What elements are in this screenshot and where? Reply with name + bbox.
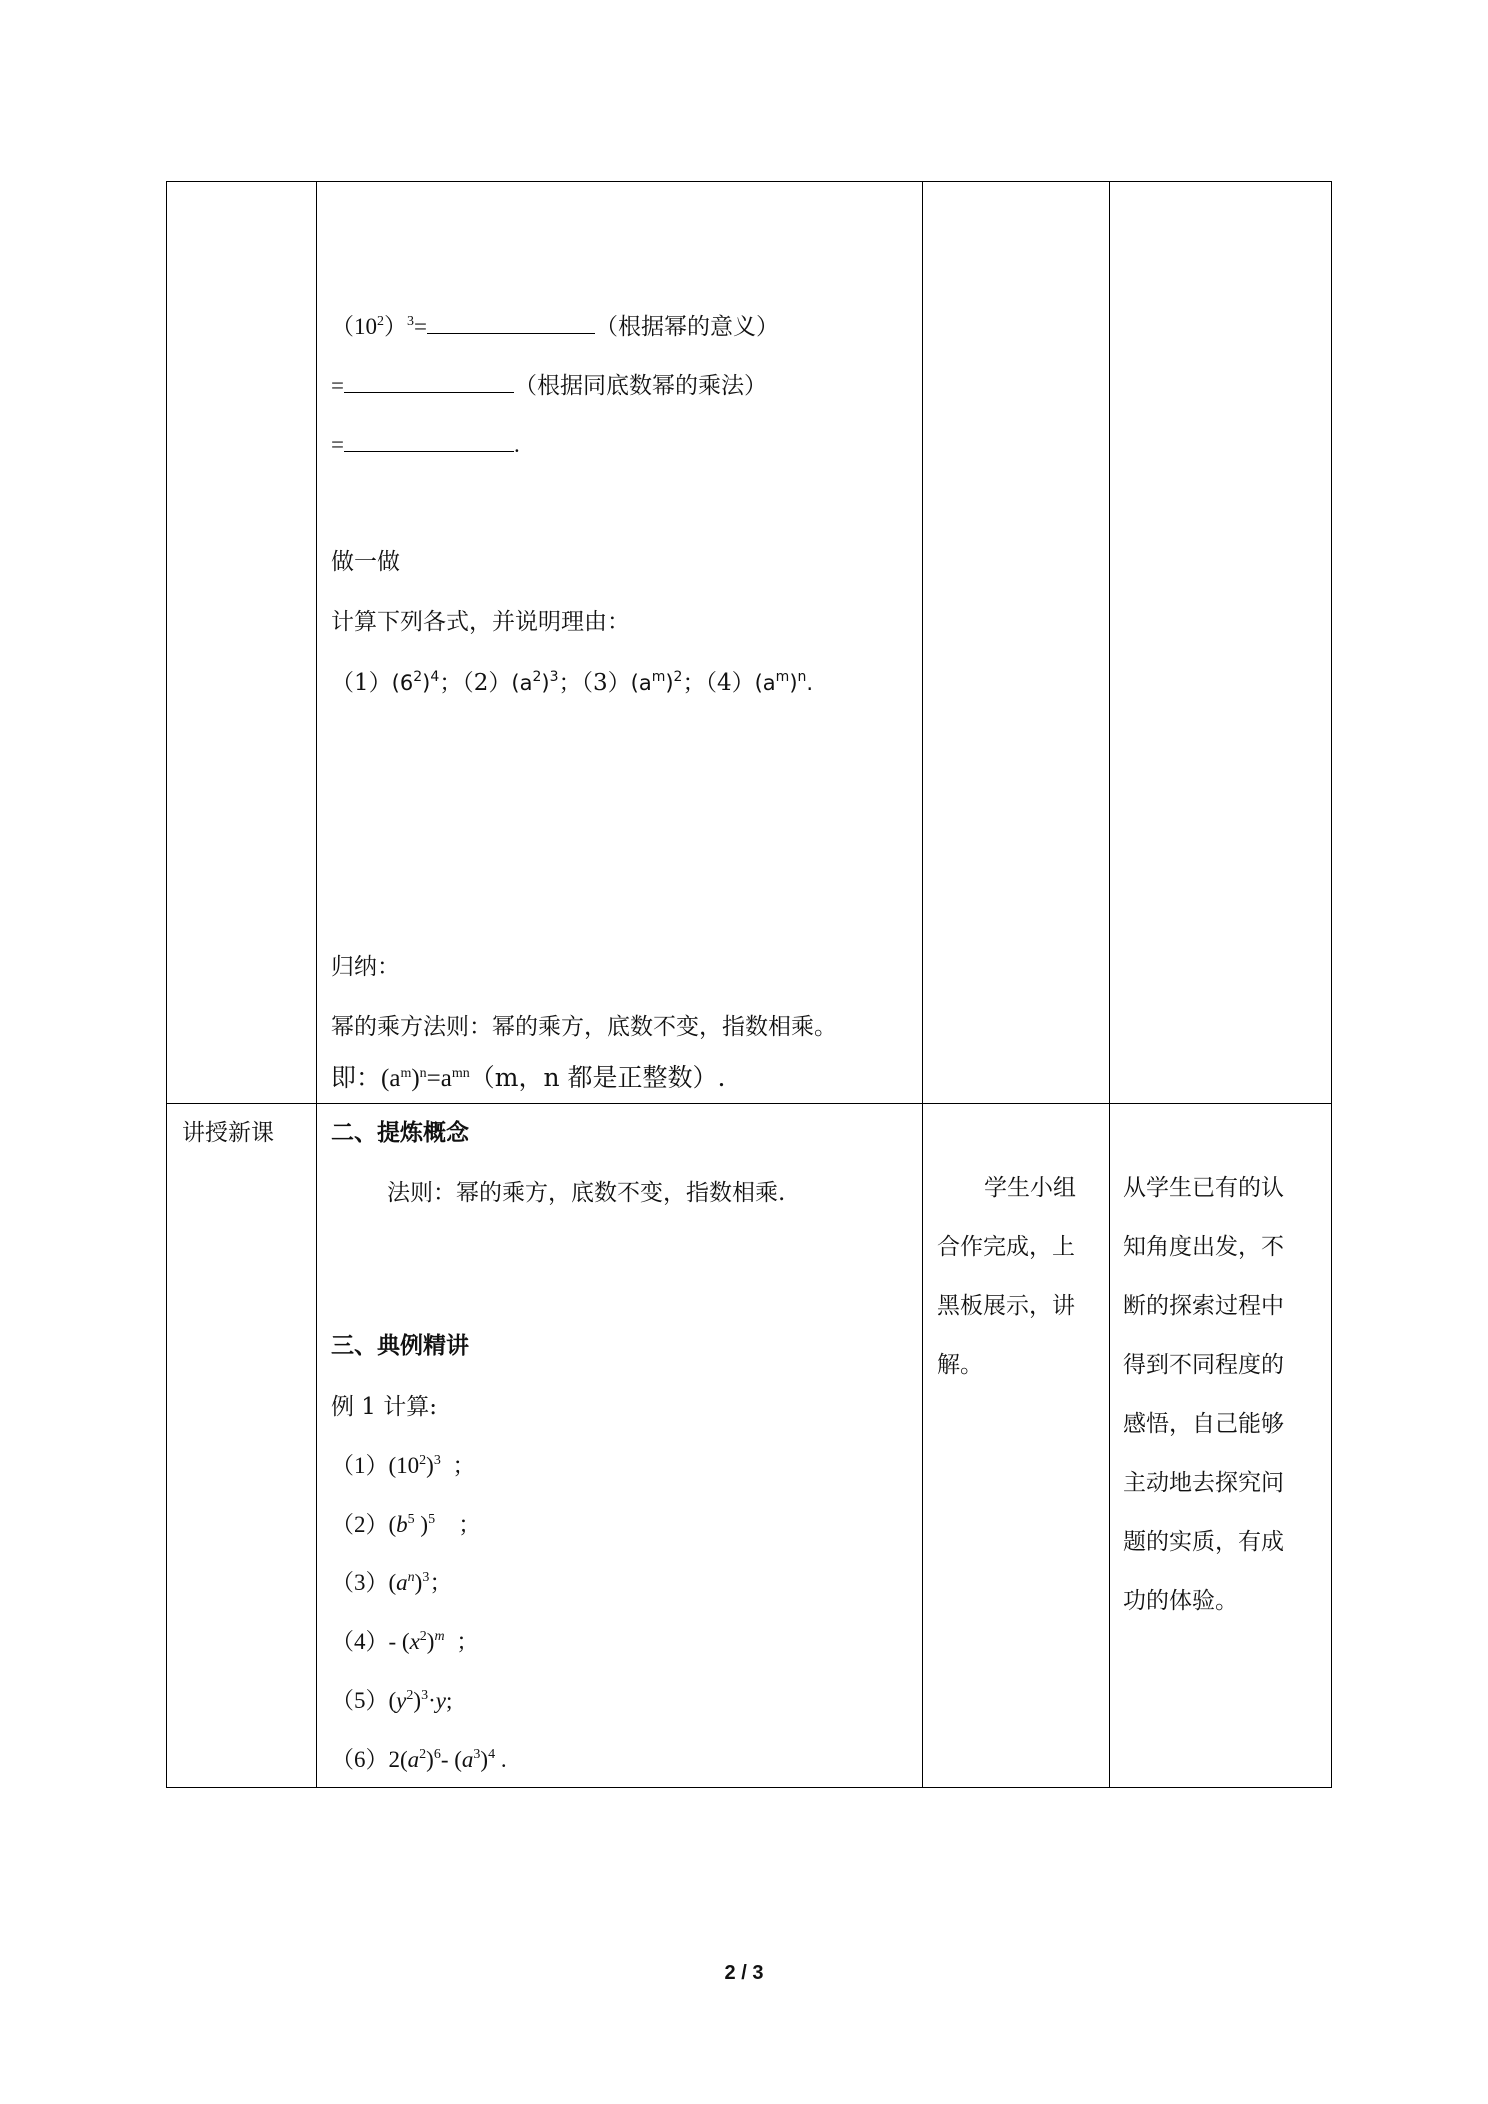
stage-label: 讲授新课 <box>182 1120 274 1146</box>
design-intent-cell <box>1110 182 1332 1104</box>
content-cell <box>317 182 923 1104</box>
design-intent-cell <box>1110 1104 1332 1788</box>
rule-statement: 法则：幂的乘方，底数不变，指数相乘. <box>387 1180 786 1206</box>
stage-cell <box>167 182 317 1104</box>
summary-formula: 即：$(a^m)^n=a^{mn}(m$，n 都是正整数）. <box>331 1063 726 1092</box>
page-number: 2 / 3 <box>724 1962 764 1984</box>
exercise-list: $(1)(6^2)^4$；$(2)(a^2)^3$；$(3)(a^m)^2$；$(4)(a^m)^n$. <box>331 669 814 696</box>
student-activity-cell <box>923 182 1110 1104</box>
summary-title: 归纳： <box>331 954 400 980</box>
answer-blank[interactable] <box>344 372 514 393</box>
summary-rule: 幂的乘方法则：幂的乘方，底数不变，指数相乘。 <box>331 1014 837 1040</box>
student-activity-cell <box>923 1104 1110 1788</box>
example-item: $(3)(a^n)^3$； <box>331 1570 453 1595</box>
equation-step-3: = . <box>331 432 520 457</box>
example-item: $(5)(y^2)^3\cdot y$; <box>331 1688 453 1713</box>
table-row <box>167 182 1332 1104</box>
section-title: 二、提炼概念 <box>331 1119 469 1146</box>
example-item: $(1)(10^2)^3$ ； <box>331 1453 476 1478</box>
answer-blank[interactable] <box>344 431 514 452</box>
example-title: 例 1 计算: <box>331 1394 438 1420</box>
example-item: （4）- $(x^2)^m$ ； <box>331 1629 480 1654</box>
section-title: 三、典例精讲 <box>331 1332 469 1359</box>
student-activity-text: 学生小组 合作完成，上 黑板展示，讲 解。 <box>937 1175 1076 1378</box>
answer-blank[interactable] <box>427 313 595 334</box>
design-intent-text: 从学生已有的认 知角度出发，不 断的探索过程中 得到不同程度的 感悟，自己能够 主动地去探究问 题的实质，有成 功的体验。 <box>1123 1175 1284 1614</box>
table-row <box>167 1104 1332 1788</box>
example-item: $(6)2(a^2)^6-$ $(a^3)^4$ . <box>331 1747 507 1772</box>
activity-instruction: 计算下列各式，并说明理由： <box>331 609 630 635</box>
equation-step-1: $(10^2)^3=$ （根据幂的意义） <box>331 314 779 339</box>
equation-step-2: = （根据同底数幂的乘法） <box>331 373 767 398</box>
activity-title: 做一做 <box>331 549 400 575</box>
content-cell <box>317 1104 923 1788</box>
lesson-plan-table <box>166 181 1332 1788</box>
example-item: $(2)(b^5$ )$^5$ ； <box>331 1512 482 1537</box>
stage-cell <box>167 1104 317 1788</box>
